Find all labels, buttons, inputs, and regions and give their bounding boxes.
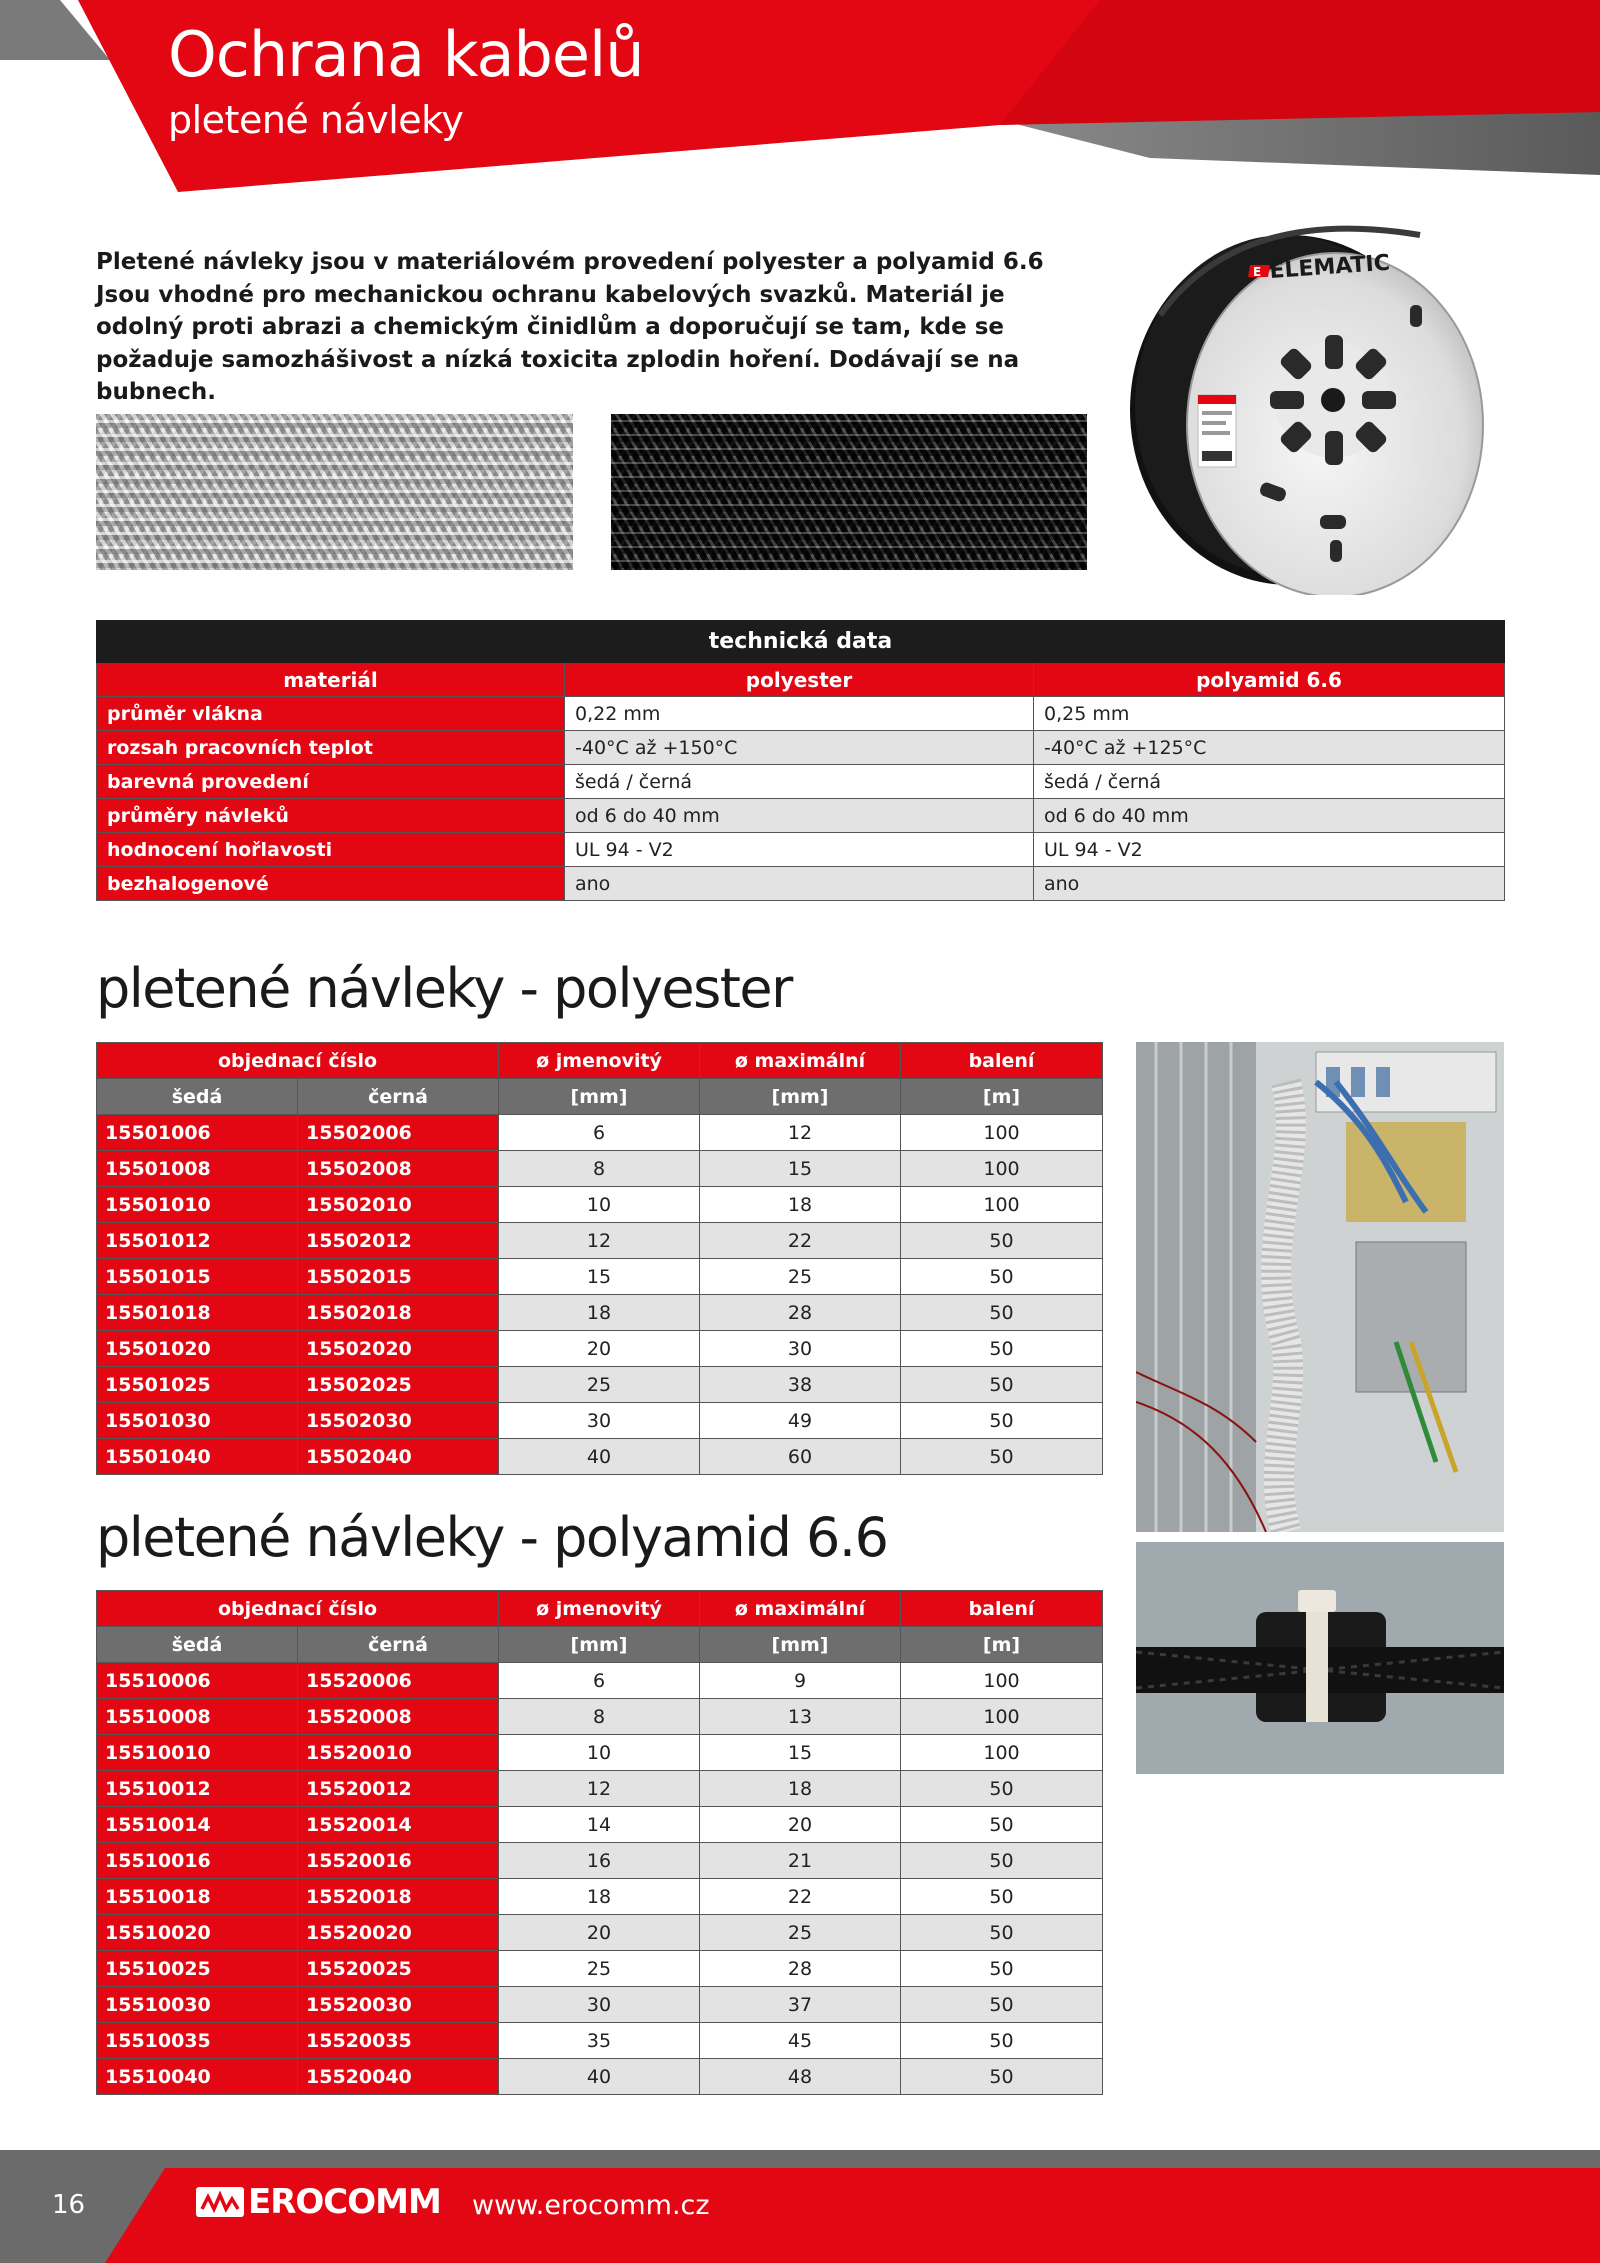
table-row: [97, 1663, 1103, 1699]
table-row: [97, 1367, 1103, 1403]
value-cell: 50: [901, 1259, 1103, 1295]
column-group-header: objednací číslo: [97, 1043, 499, 1079]
column-group-header: balení: [901, 1043, 1103, 1079]
value-cell: 15: [499, 1259, 700, 1295]
table-row: [97, 1807, 1103, 1843]
tech-row: [97, 799, 1505, 833]
gray-sleeve-image: [96, 414, 573, 570]
value-cell: 40: [499, 1439, 700, 1475]
order-number-cell: 15501025: [97, 1367, 298, 1403]
tech-row-value: UL 94 - V2: [1034, 833, 1505, 867]
column-group-header: objednací číslo: [97, 1591, 499, 1627]
table-row: [97, 2059, 1103, 2095]
value-cell: 100: [901, 1151, 1103, 1187]
table-row: [97, 1735, 1103, 1771]
order-number-cell: 15501006: [97, 1115, 298, 1151]
value-cell: 50: [901, 1987, 1103, 2023]
column-subheader: černá: [298, 1079, 499, 1115]
value-cell: 21: [700, 1843, 901, 1879]
value-cell: 8: [499, 1151, 700, 1187]
value-cell: 50: [901, 1915, 1103, 1951]
tech-row: [97, 697, 1505, 731]
tech-row-value: ano: [1034, 867, 1505, 901]
order-number-cell: 15520014: [298, 1807, 499, 1843]
order-number-cell: 15502025: [298, 1367, 499, 1403]
value-cell: 50: [901, 1331, 1103, 1367]
table-row: [97, 1951, 1103, 1987]
value-cell: 50: [901, 1403, 1103, 1439]
value-cell: 18: [700, 1771, 901, 1807]
tech-row-label: hodnocení hořlavosti: [97, 833, 565, 867]
order-number-cell: 15520010: [298, 1735, 499, 1771]
order-number-cell: 15520012: [298, 1771, 499, 1807]
value-cell: 22: [700, 1879, 901, 1915]
value-cell: 37: [700, 1987, 901, 2023]
value-cell: 25: [499, 1951, 700, 1987]
tech-row-value: šedá / černá: [565, 765, 1034, 799]
value-cell: 48: [700, 2059, 901, 2095]
website-link[interactable]: www.erocomm.cz: [472, 2190, 710, 2221]
value-cell: 100: [901, 1115, 1103, 1151]
value-cell: 20: [499, 1915, 700, 1951]
intro-paragraph: Pletené návleky jsou v materiálovém provedení polyester a polyamid 6.6 Jsou vhodné pro mechanickou ochranu kabelových svazků. Materiál je odolný proti abrazi a chemickým činidlům a doporučují se tam, kde se požaduje samozhášivost a nízká toxicita zplodin hoření. Dodávají se na bubnech.: [96, 249, 1044, 405]
order-number-cell: 15502030: [298, 1403, 499, 1439]
value-cell: 50: [901, 1771, 1103, 1807]
value-cell: 12: [700, 1115, 901, 1151]
value-cell: 13: [700, 1699, 901, 1735]
order-number-cell: 15510016: [97, 1843, 298, 1879]
value-cell: 50: [901, 1879, 1103, 1915]
tech-row: [97, 867, 1505, 901]
polyamid-section-title: pletené návleky - polyamid 6.6: [96, 1506, 888, 1569]
table-row: [97, 1223, 1103, 1259]
order-number-cell: 15501030: [97, 1403, 298, 1439]
table-row: [97, 2023, 1103, 2059]
polyamid-table: [96, 1590, 1103, 2095]
value-cell: 12: [499, 1771, 700, 1807]
order-number-cell: 15510025: [97, 1951, 298, 1987]
technical-data-caption: technická data: [97, 621, 1505, 663]
order-number-cell: 15501012: [97, 1223, 298, 1259]
order-number-cell: 15502015: [298, 1259, 499, 1295]
value-cell: 16: [499, 1843, 700, 1879]
column-subheader: šedá: [97, 1627, 298, 1663]
tech-row-label: průměry návleků: [97, 799, 565, 833]
order-number-cell: 15502018: [298, 1295, 499, 1331]
table-row: [97, 1187, 1103, 1223]
erocomm-logo-icon: [196, 2187, 244, 2217]
column-subheader: [mm]: [499, 1079, 700, 1115]
value-cell: 50: [901, 1295, 1103, 1331]
tech-row-value: od 6 do 40 mm: [1034, 799, 1505, 833]
page-footer: [0, 2150, 1600, 2263]
value-cell: 20: [700, 1807, 901, 1843]
tech-row: [97, 765, 1505, 799]
tech-row-value: UL 94 - V2: [565, 833, 1034, 867]
brand-name: EROCOMM: [248, 2182, 441, 2222]
table-row: [97, 1879, 1103, 1915]
order-number-cell: 15502008: [298, 1151, 499, 1187]
value-cell: 38: [700, 1367, 901, 1403]
tech-row: [97, 833, 1505, 867]
table-row: [97, 1259, 1103, 1295]
svg-text:E: E: [1253, 265, 1262, 279]
value-cell: 18: [700, 1187, 901, 1223]
table-subheader-row: [97, 1627, 1103, 1663]
value-cell: 45: [700, 2023, 901, 2059]
value-cell: 10: [499, 1187, 700, 1223]
value-cell: 100: [901, 1187, 1103, 1223]
order-number-cell: 15510006: [97, 1663, 298, 1699]
value-cell: 60: [700, 1439, 901, 1475]
order-number-cell: 15510030: [97, 1987, 298, 2023]
order-number-cell: 15520040: [298, 2059, 499, 2095]
cable-installation-photo: [1136, 1042, 1504, 1532]
tech-row: [97, 731, 1505, 765]
table-row: [97, 1915, 1103, 1951]
table-row: [97, 1987, 1103, 2023]
column-subheader: šedá: [97, 1079, 298, 1115]
order-number-cell: 15520016: [298, 1843, 499, 1879]
table-row: [97, 1403, 1103, 1439]
table-row: [97, 1331, 1103, 1367]
value-cell: 14: [499, 1807, 700, 1843]
value-cell: 28: [700, 1295, 901, 1331]
order-number-cell: 15502040: [298, 1439, 499, 1475]
value-cell: 10: [499, 1735, 700, 1771]
order-number-cell: 15510035: [97, 2023, 298, 2059]
value-cell: 40: [499, 2059, 700, 2095]
order-number-cell: 15510020: [97, 1915, 298, 1951]
order-number-cell: 15510012: [97, 1771, 298, 1807]
tech-row-label: barevná provedení: [97, 765, 565, 799]
order-number-cell: 15501018: [97, 1295, 298, 1331]
order-number-cell: 15501010: [97, 1187, 298, 1223]
black-sleeve-image: [611, 414, 1087, 570]
tech-row-value: 0,25 mm: [1034, 697, 1505, 731]
value-cell: 15: [700, 1735, 901, 1771]
column-group-header: balení: [901, 1591, 1103, 1627]
order-number-cell: 15510010: [97, 1735, 298, 1771]
tech-column-header: polyamid 6.6: [1034, 663, 1505, 697]
page-header: [0, 0, 1600, 195]
order-number-cell: 15501008: [97, 1151, 298, 1187]
tech-row-value: šedá / černá: [1034, 765, 1505, 799]
value-cell: 50: [901, 1439, 1103, 1475]
order-number-cell: 15510014: [97, 1807, 298, 1843]
order-number-cell: 15502010: [298, 1187, 499, 1223]
page-subtitle: pletené návleky: [168, 98, 464, 142]
tech-row-value: -40°C až +125°C: [1034, 731, 1505, 765]
spool-image: [1120, 195, 1490, 595]
brand-logo: [196, 2182, 441, 2222]
column-subheader: [mm]: [499, 1627, 700, 1663]
order-number-cell: 15520030: [298, 1987, 499, 2023]
value-cell: 20: [499, 1331, 700, 1367]
table-header-row: [97, 1043, 1103, 1079]
value-cell: 35: [499, 2023, 700, 2059]
value-cell: 25: [700, 1915, 901, 1951]
tech-column-header: polyester: [565, 663, 1034, 697]
table-row: [97, 1699, 1103, 1735]
value-cell: 28: [700, 1951, 901, 1987]
column-subheader: [m]: [901, 1079, 1103, 1115]
order-number-cell: 15502020: [298, 1331, 499, 1367]
value-cell: 100: [901, 1663, 1103, 1699]
polyester-section-title: pletené návleky - polyester: [96, 957, 792, 1020]
table-row: [97, 1843, 1103, 1879]
table-row: [97, 1115, 1103, 1151]
tech-row-value: ano: [565, 867, 1034, 901]
order-number-cell: 15510008: [97, 1699, 298, 1735]
tech-row-value: -40°C až +150°C: [565, 731, 1034, 765]
value-cell: 50: [901, 2023, 1103, 2059]
table-subheader-row: [97, 1079, 1103, 1115]
value-cell: 6: [499, 1115, 700, 1151]
order-number-cell: 15520018: [298, 1879, 499, 1915]
value-cell: 50: [901, 1843, 1103, 1879]
column-group-header: ø jmenovitý: [499, 1043, 700, 1079]
tech-row-label: rozsah pracovních teplot: [97, 731, 565, 765]
page-number: 16: [52, 2190, 86, 2220]
value-cell: 8: [499, 1699, 700, 1735]
value-cell: 50: [901, 1807, 1103, 1843]
order-number-cell: 15501015: [97, 1259, 298, 1295]
value-cell: 30: [499, 1987, 700, 2023]
tech-row-value: 0,22 mm: [565, 697, 1034, 731]
column-subheader: [mm]: [700, 1079, 901, 1115]
table-row: [97, 1771, 1103, 1807]
page-title: Ochrana kabelů: [168, 18, 644, 91]
value-cell: 30: [499, 1403, 700, 1439]
value-cell: 6: [499, 1663, 700, 1699]
table-row: [97, 1151, 1103, 1187]
tech-row-value: od 6 do 40 mm: [565, 799, 1034, 833]
value-cell: 18: [499, 1879, 700, 1915]
sleeve-clip-photo: [1136, 1542, 1504, 1774]
table-header-row: [97, 1591, 1103, 1627]
order-number-cell: 15501020: [97, 1331, 298, 1367]
table-row: [97, 1439, 1103, 1475]
value-cell: 9: [700, 1663, 901, 1699]
value-cell: 15: [700, 1151, 901, 1187]
value-cell: 18: [499, 1295, 700, 1331]
value-cell: 50: [901, 1367, 1103, 1403]
spool-brand-label: ELEMATIC: [1268, 250, 1391, 284]
tech-row-label: průměr vlákna: [97, 697, 565, 731]
value-cell: 100: [901, 1735, 1103, 1771]
order-number-cell: 15520020: [298, 1915, 499, 1951]
column-group-header: ø jmenovitý: [499, 1591, 700, 1627]
order-number-cell: 15501040: [97, 1439, 298, 1475]
column-subheader: černá: [298, 1627, 499, 1663]
order-number-cell: 15520006: [298, 1663, 499, 1699]
table-row: [97, 1295, 1103, 1331]
value-cell: 100: [901, 1699, 1103, 1735]
value-cell: 30: [700, 1331, 901, 1367]
order-number-cell: 15520008: [298, 1699, 499, 1735]
technical-data-table: [96, 620, 1505, 901]
value-cell: 25: [499, 1367, 700, 1403]
value-cell: 49: [700, 1403, 901, 1439]
column-group-header: ø maximální: [700, 1043, 901, 1079]
value-cell: 50: [901, 1951, 1103, 1987]
order-number-cell: 15502012: [298, 1223, 499, 1259]
value-cell: 50: [901, 2059, 1103, 2095]
column-subheader: [mm]: [700, 1627, 901, 1663]
value-cell: 12: [499, 1223, 700, 1259]
value-cell: 25: [700, 1259, 901, 1295]
order-number-cell: 15502006: [298, 1115, 499, 1151]
value-cell: 22: [700, 1223, 901, 1259]
order-number-cell: 15510040: [97, 2059, 298, 2095]
tech-column-header: materiál: [97, 663, 565, 697]
order-number-cell: 15520035: [298, 2023, 499, 2059]
polyester-table: [96, 1042, 1103, 1475]
order-number-cell: 15520025: [298, 1951, 499, 1987]
tech-row-label: bezhalogenové: [97, 867, 565, 901]
order-number-cell: 15510018: [97, 1879, 298, 1915]
value-cell: 50: [901, 1223, 1103, 1259]
column-subheader: [m]: [901, 1627, 1103, 1663]
column-group-header: ø maximální: [700, 1591, 901, 1627]
